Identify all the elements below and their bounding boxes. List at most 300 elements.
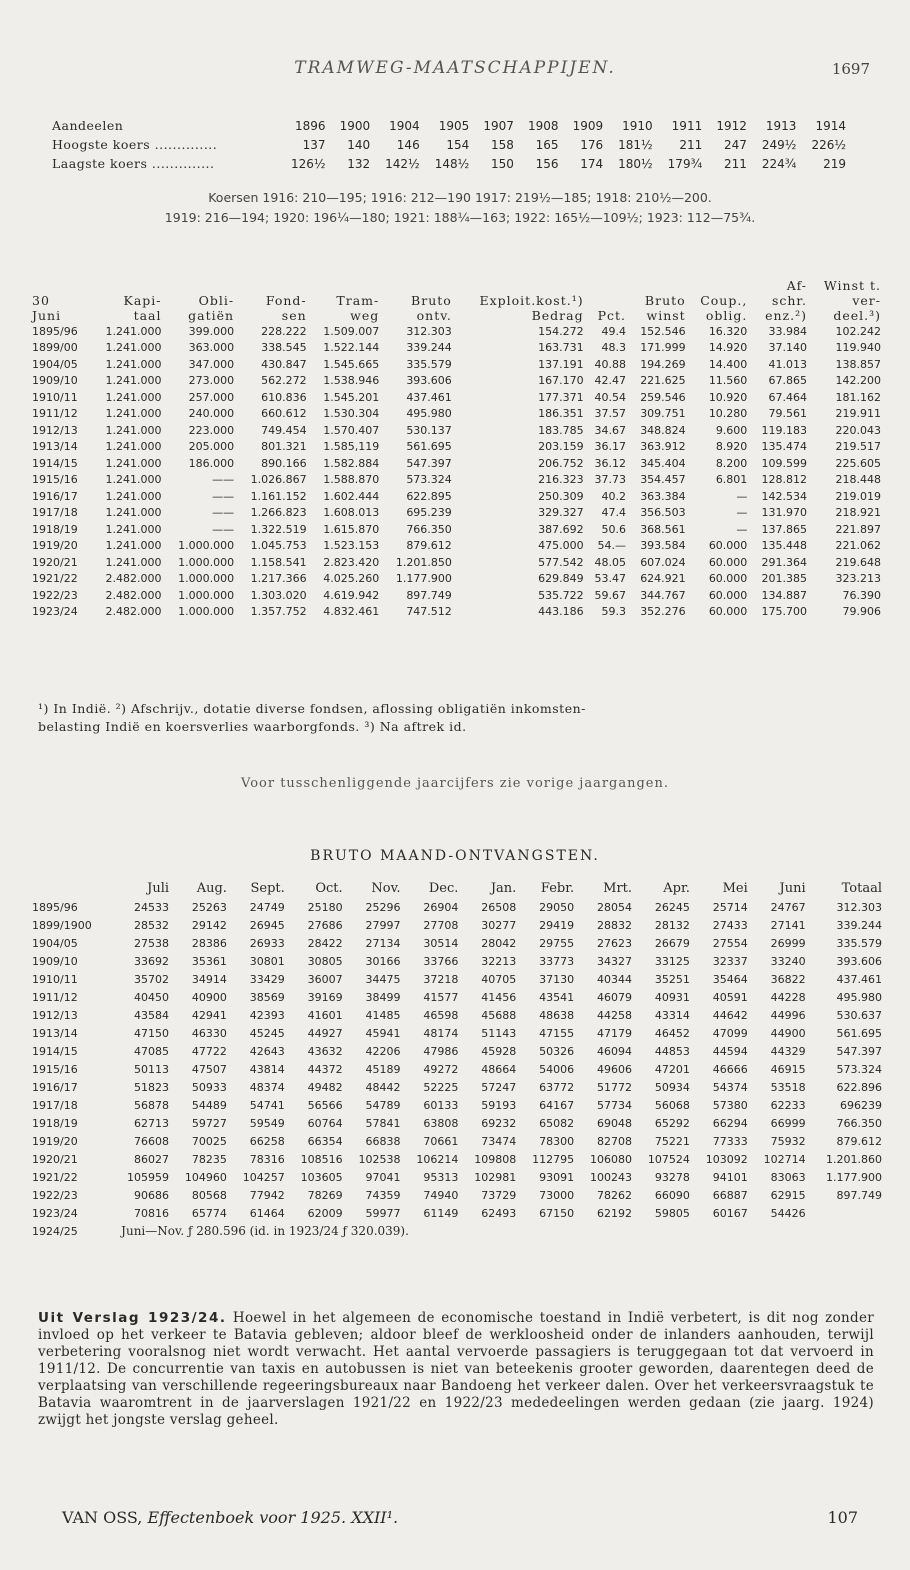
table-cell: 34914 (191, 972, 227, 986)
column-header-line: Obli- (198, 293, 235, 308)
table-cell: 25263 (191, 900, 227, 914)
table-cell: 44853 (654, 1044, 690, 1058)
table-cell: 273.000 (188, 374, 235, 388)
table-cell: 62915 (770, 1188, 806, 1202)
table-cell: 221.062 (835, 539, 881, 553)
footnotes (38, 700, 878, 736)
table-cell: 312.303 (406, 324, 452, 338)
table-row (32, 1114, 884, 1132)
column-header-line: enz.²) (765, 308, 807, 323)
table-cell: 1.241.000 (105, 324, 162, 338)
table-cell: 43584 (134, 1008, 170, 1022)
row-year: 1914/15 (32, 1044, 78, 1058)
table-row (32, 389, 884, 406)
table-cell (808, 1204, 884, 1222)
table-cell: 183.785 (538, 423, 584, 437)
table-cell: 119.940 (835, 341, 881, 355)
table-cell: 86027 (134, 1152, 170, 1166)
table-cell: 24749 (249, 900, 285, 914)
table-cell: 27538 (134, 936, 170, 950)
table-cell: 40.88 (594, 357, 627, 371)
table-cell: 223.000 (188, 423, 235, 437)
table-cell: 46094 (597, 1044, 633, 1058)
table-cell: 352.276 (640, 605, 686, 619)
table-cell: 547.397 (406, 456, 452, 470)
table-cell: 186.000 (188, 456, 235, 470)
table-cell: 33.984 (768, 324, 807, 338)
table-cell: 660.612 (261, 407, 307, 421)
table-cell: 4.832.461 (323, 605, 380, 619)
table-cell: 40344 (597, 972, 633, 986)
shares-cell: 142½ (385, 156, 420, 171)
shares-cell: 154 (446, 137, 470, 152)
column-header (689, 278, 751, 323)
table-row (32, 538, 884, 555)
table-cell: 1.523.153 (323, 539, 380, 553)
table-cell: 38569 (249, 990, 285, 1004)
table-cell: 4.619.942 (323, 588, 380, 602)
row-year: 1909/10 (32, 374, 78, 388)
footnote-line: belasting Indië en koersverlies waarborgfonds. ³) Na aftrek id. (38, 719, 467, 734)
column-header (587, 278, 629, 323)
table-cell: 1.026.867 (250, 473, 307, 487)
table-cell: 66258 (249, 1134, 285, 1148)
table-row (32, 323, 884, 340)
table-cell: 897.749 (406, 588, 452, 602)
table-cell: 624.921 (640, 572, 686, 586)
table-cell: 163.731 (538, 341, 584, 355)
table-cell: 1.217.366 (250, 572, 307, 586)
shares-row (52, 154, 852, 173)
table-cell: 60167 (712, 1206, 748, 1220)
course-note: Koersen 1916: 210—195; 1916: 212—190 1917: 219½—185; 1918: 210½—200. (208, 190, 712, 205)
table-cell: 291.364 (761, 555, 807, 569)
table-cell: 30277 (481, 918, 517, 932)
row-year: 1913/14 (32, 1026, 78, 1040)
table-cell: 131.970 (761, 506, 807, 520)
row-year: 1911/12 (32, 990, 78, 1004)
table-cell: 27686 (307, 918, 343, 932)
table-row (32, 1096, 884, 1114)
shares-cell: 146 (396, 137, 420, 152)
table-cell: 102538 (358, 1152, 401, 1166)
table-cell: 257.000 (188, 390, 235, 404)
table-cell: 1.161.152 (250, 489, 307, 503)
table-cell: 45189 (365, 1062, 401, 1076)
table-row (32, 952, 884, 970)
table-cell: 1.241.000 (105, 473, 162, 487)
table-cell: 890.166 (261, 456, 307, 470)
row-year: 1915/16 (32, 473, 78, 487)
column-header-line: Exploit.kost.¹) (479, 293, 584, 308)
column-header-line: Bruto (644, 293, 686, 308)
table-cell: 45688 (481, 1008, 517, 1022)
table-cell: 41577 (423, 990, 459, 1004)
table-cell: 53.47 (594, 572, 627, 586)
shares-cell: 226½ (811, 137, 846, 152)
table-cell: 40900 (191, 990, 227, 1004)
table-cell: 37.140 (768, 341, 807, 355)
table-cell: 106080 (590, 1152, 633, 1166)
table-cell: 102981 (474, 1170, 517, 1184)
table-cell: 46666 (712, 1062, 748, 1076)
column-header-line: Fond- (265, 293, 307, 308)
table-cell: 1.241.000 (105, 390, 162, 404)
shares-cell: 158 (490, 137, 514, 152)
column-header (92, 278, 165, 323)
table-cell: 48664 (481, 1062, 517, 1076)
table-cell: 29050 (539, 900, 575, 914)
table-cell: 33240 (770, 954, 806, 968)
table-cell: 40705 (481, 972, 517, 986)
table-cell: 443.186 (538, 605, 584, 619)
table-cell: 40.2 (601, 489, 627, 503)
table-row (32, 970, 884, 988)
table-cell: 1.545.665 (323, 357, 380, 371)
table-row (32, 340, 884, 357)
table-cell: 28132 (654, 918, 690, 932)
table-cell: 142.534 (761, 489, 807, 503)
table-cell: 60.000 (708, 539, 748, 553)
table-cell: 1.000.000 (178, 572, 235, 586)
table-cell: 28054 (597, 900, 633, 914)
table-row (32, 1042, 884, 1060)
table-cell: 26933 (249, 936, 285, 950)
table-cell: 67.464 (768, 390, 807, 404)
row-year: 1895/96 (32, 324, 78, 338)
table-cell: 27554 (712, 936, 748, 950)
table-cell: 57841 (365, 1116, 401, 1130)
table-cell: 48374 (249, 1080, 285, 1094)
row-year: 1920/21 (32, 555, 78, 569)
table-cell: 93278 (654, 1170, 690, 1184)
row-year: 1923/24 (32, 1206, 78, 1220)
table-cell: 259.546 (640, 390, 686, 404)
table-cell: 95313 (423, 1170, 459, 1184)
table-cell: 363.384 (640, 489, 686, 503)
table-cell: 203.159 (538, 440, 584, 454)
table-cell: 50933 (191, 1080, 227, 1094)
column-header (750, 278, 810, 323)
course-note: 1919: 216—194; 1920: 196¼—180; 1921: 188¼—163; 1922: 165½—109½; 1923: 112—75¾. (164, 210, 756, 225)
table-cell: 42393 (249, 1008, 285, 1022)
table-cell: 1.241.000 (105, 407, 162, 421)
column-header (165, 278, 238, 323)
table-row (32, 1222, 884, 1240)
table-cell: 1.000.000 (178, 588, 235, 602)
table-cell: 63808 (423, 1116, 459, 1130)
table-cell: 27997 (365, 918, 401, 932)
table-cell: 66838 (365, 1134, 401, 1148)
table-cell: 344.767 (640, 588, 686, 602)
table-cell: 54374 (712, 1080, 748, 1094)
table-cell: 25714 (712, 900, 748, 914)
table-cell: 80568 (191, 1188, 227, 1202)
table-cell: 74359 (365, 1188, 401, 1202)
table-cell: 1.000.000 (178, 555, 235, 569)
row-year: 1922/23 (32, 1188, 78, 1202)
table-cell: 399.000 (188, 324, 235, 338)
table-cell: 206.752 (538, 456, 584, 470)
month-header: Juni (779, 880, 806, 896)
table-cell: 879.612 (406, 539, 452, 553)
shares-cell: 126½ (290, 156, 326, 171)
table-cell: 50.6 (601, 522, 627, 536)
table-cell: 62493 (481, 1206, 517, 1220)
monthly-title: BRUTO MAAND-ONTVANGSTEN. (310, 848, 600, 864)
table-cell: 9.600 (715, 423, 748, 437)
table-cell: 79.561 (768, 407, 807, 421)
table-row (32, 604, 884, 621)
table-row (32, 934, 884, 952)
table-cell: 1.241.000 (105, 555, 162, 569)
table-cell: 62009 (307, 1206, 343, 1220)
table-cell: 59549 (249, 1116, 285, 1130)
table-cell: 437.461 (836, 972, 882, 986)
table-cell: 54789 (365, 1098, 401, 1112)
row-year: 1904/05 (32, 357, 78, 371)
table-cell: 530.637 (836, 1008, 882, 1022)
table-cell: — (736, 489, 748, 503)
table-row (32, 916, 884, 934)
table-cell: 109808 (474, 1152, 517, 1166)
row-year: 1911/12 (32, 407, 78, 421)
table-cell: 29755 (539, 936, 575, 950)
table-cell: 137.191 (538, 357, 584, 371)
table-cell: 33773 (539, 954, 575, 968)
table-row (32, 406, 884, 423)
column-header-line: Pct. (597, 308, 627, 323)
table-cell: 34475 (365, 972, 401, 986)
table-cell: — (736, 522, 748, 536)
table-cell: 35464 (712, 972, 748, 986)
table-cell: 75221 (654, 1134, 690, 1148)
table-cell: 562.272 (261, 374, 307, 388)
table-cell: 171.999 (640, 341, 686, 355)
row-year: 1912/13 (32, 1008, 78, 1022)
shares-cell: 211 (723, 156, 747, 171)
shares-cell: 1911 (671, 118, 703, 133)
table-cell: 26508 (481, 900, 517, 914)
table-cell: 47179 (597, 1026, 633, 1040)
column-header (310, 278, 383, 323)
table-cell: 177.371 (538, 390, 584, 404)
table-row (32, 571, 884, 588)
table-cell: 1.266.823 (250, 506, 307, 520)
table-cell: 329.327 (538, 506, 584, 520)
table-cell: 16.320 (708, 324, 748, 338)
row-year: 1921/22 (32, 572, 78, 586)
table-cell: 240.000 (188, 407, 235, 421)
monthly-note: Juni—Nov. ƒ 280.596 (id. in 1923/24 ƒ 320.039). (121, 1224, 409, 1238)
table-cell: 73474 (481, 1134, 517, 1148)
table-cell: 78316 (249, 1152, 285, 1166)
column-header-empty (32, 878, 113, 898)
table-cell: 65082 (539, 1116, 575, 1130)
column-header (237, 278, 310, 323)
table-cell: 368.561 (640, 522, 686, 536)
column-header-line: Kapi- (123, 293, 162, 308)
table-row (32, 472, 884, 489)
table-cell: 312.303 (836, 900, 882, 914)
table-cell: 475.000 (538, 539, 584, 553)
table-cell: 53518 (770, 1080, 806, 1094)
table-cell: 28042 (481, 936, 517, 950)
table-cell: 97041 (365, 1170, 401, 1184)
row-year: 1895/96 (32, 900, 78, 914)
table-cell: 103605 (300, 1170, 343, 1184)
table-cell: 33692 (134, 954, 170, 968)
table-cell: 4.025.260 (323, 572, 380, 586)
table-cell: 59.3 (601, 605, 627, 619)
table-cell: 35251 (654, 972, 690, 986)
table-cell: 44927 (307, 1026, 343, 1040)
shares-cell: 249½ (761, 137, 797, 152)
table-cell: 1.000.000 (178, 539, 235, 553)
table-cell: 70025 (191, 1134, 227, 1148)
table-cell: 43632 (307, 1044, 343, 1058)
column-header-line: gatiën (188, 308, 235, 323)
table-cell: 28532 (134, 918, 170, 932)
table-cell: 25180 (307, 900, 343, 914)
table-cell: 73729 (481, 1188, 517, 1202)
table-cell: 1.241.000 (105, 357, 162, 371)
page-title: TRAMWEG-MAATSCHAPPIJEN. (294, 58, 616, 78)
month-header: Mei (722, 880, 748, 896)
shares-cell: 176 (580, 137, 604, 152)
table-cell: 47986 (423, 1044, 459, 1058)
table-cell: 14.920 (708, 341, 748, 355)
table-cell: 42.47 (594, 374, 627, 388)
row-year: 1915/16 (32, 1062, 78, 1076)
column-header-line: ontv. (416, 308, 452, 323)
table-cell: 801.321 (261, 440, 307, 454)
table-cell: 65292 (654, 1116, 690, 1130)
column-header-line: taal (133, 308, 162, 323)
table-cell: 1.201.850 (395, 555, 452, 569)
table-cell: 154.272 (538, 324, 584, 338)
table-cell: 104257 (242, 1170, 285, 1184)
table-cell: 610.836 (261, 390, 307, 404)
table-cell: 24767 (770, 900, 806, 914)
table-cell: 60.000 (708, 588, 748, 602)
table-cell: 51823 (134, 1080, 170, 1094)
shares-cell: 150 (490, 156, 514, 171)
table-cell: 57734 (597, 1098, 633, 1112)
table-cell: 56566 (307, 1098, 343, 1112)
shares-cell: 247 (723, 137, 747, 152)
table-row (32, 455, 884, 472)
table-cell: 11.560 (708, 374, 748, 388)
table-cell: 128.812 (761, 473, 807, 487)
table-cell: 766.350 (406, 522, 452, 536)
table-cell: 59977 (365, 1206, 401, 1220)
table-cell: 49482 (307, 1080, 343, 1094)
table-cell: 102.242 (835, 324, 881, 338)
table-cell: —— (212, 489, 235, 503)
table-cell: 28386 (191, 936, 227, 950)
table-row (32, 521, 884, 538)
shares-row-label: Hoogste koers .............. (52, 137, 218, 152)
shares-cell: 1910 (622, 118, 653, 133)
table-cell: 30801 (249, 954, 285, 968)
table-cell: 225.605 (835, 456, 881, 470)
table-cell: 40.54 (594, 390, 627, 404)
table-cell: 35361 (191, 954, 227, 968)
table-cell: 57247 (481, 1080, 517, 1094)
table-row (32, 1060, 884, 1078)
table-cell: 78300 (539, 1134, 575, 1148)
shares-cell: 148½ (434, 156, 470, 171)
table-cell: 76.390 (842, 588, 881, 602)
table-cell: 1.158.541 (250, 555, 307, 569)
table-cell: 1.241.000 (105, 341, 162, 355)
table-cell: 34.67 (594, 423, 627, 437)
shares-cell: 1908 (527, 118, 559, 133)
table-cell: 167.170 (538, 374, 584, 388)
table-cell: 54489 (191, 1098, 227, 1112)
column-header-line: Winst t. (823, 278, 881, 293)
row-year: 1919/20 (32, 1134, 78, 1148)
footer-book: Effectenboek voor 1925. (147, 1508, 347, 1527)
table-cell: 47085 (134, 1044, 170, 1058)
shares-cell: 1912 (716, 118, 747, 133)
table-cell: 46598 (423, 1008, 459, 1022)
table-row (32, 1204, 884, 1222)
table-cell: 42941 (191, 1008, 227, 1022)
table-cell: 102714 (763, 1152, 806, 1166)
table-cell: 561.695 (836, 1026, 882, 1040)
month-header: Oct. (315, 880, 343, 896)
table-cell: 94101 (712, 1170, 748, 1184)
table-cell: 49.4 (601, 324, 627, 338)
table-cell: 221.897 (835, 522, 881, 536)
table-cell: 78235 (191, 1152, 227, 1166)
table-row (32, 554, 884, 571)
table-cell: 8.200 (715, 456, 748, 470)
table-cell: 766.350 (836, 1116, 882, 1130)
table-cell: 1.241.000 (105, 506, 162, 520)
footer-citation (62, 1508, 398, 1527)
table-cell: 339.244 (836, 918, 882, 932)
shares-table (52, 116, 852, 173)
table-cell: 48174 (423, 1026, 459, 1040)
table-cell: 29419 (539, 918, 575, 932)
table-cell: 69048 (597, 1116, 633, 1130)
table-cell: 61464 (249, 1206, 285, 1220)
table-cell: 186.351 (538, 407, 584, 421)
report-text: Hoewel in het algemeen de economische toestand in Indië verbetert, is dit nog zonder invloed op het verkeer te Batavia gebleven; aldoor bleef de werkloosheid onder de inlanders aanhouden, terwijl verbetering vooralsnog niet wordt verwacht. Het aantal vervoerde passagiers is teruggegaan tot dat vervoerd in 1911/12. De concurrentie van taxis en autobussen is niet van beteekenis grooter geworden, daarentegen deed de verplaatsing van verschillende regeeringsbureaux naar Bandoeng het verkeer dalen. Over het verkeersvraagstuk te Batavia waaromtrent in de jaarverslagen 1921/22 en 1922/23 mededeelingen werden gedaan (zie jaarg. 1924) zwijgt het jongste verslag geheel. (38, 1310, 874, 1428)
table-cell: 27134 (365, 936, 401, 950)
row-year: 1918/19 (32, 1116, 78, 1130)
table-cell: 70816 (134, 1206, 170, 1220)
financials-table (32, 278, 884, 620)
table-cell: 152.546 (640, 324, 686, 338)
table-cell: 45245 (249, 1026, 285, 1040)
table-cell: 1.585,119 (323, 440, 380, 454)
table-cell: 629.849 (538, 572, 584, 586)
table-cell: 897.749 (836, 1188, 882, 1202)
table-cell: 50326 (539, 1044, 575, 1058)
table-cell: 70661 (423, 1134, 459, 1148)
table-row (32, 488, 884, 505)
column-header-line: Bruto (411, 293, 452, 308)
table-cell: 347.000 (188, 357, 235, 371)
table-cell: 33429 (249, 972, 285, 986)
table-cell: 93091 (539, 1170, 575, 1184)
table-cell: 61149 (423, 1206, 459, 1220)
row-year: 1921/22 (32, 1170, 78, 1184)
